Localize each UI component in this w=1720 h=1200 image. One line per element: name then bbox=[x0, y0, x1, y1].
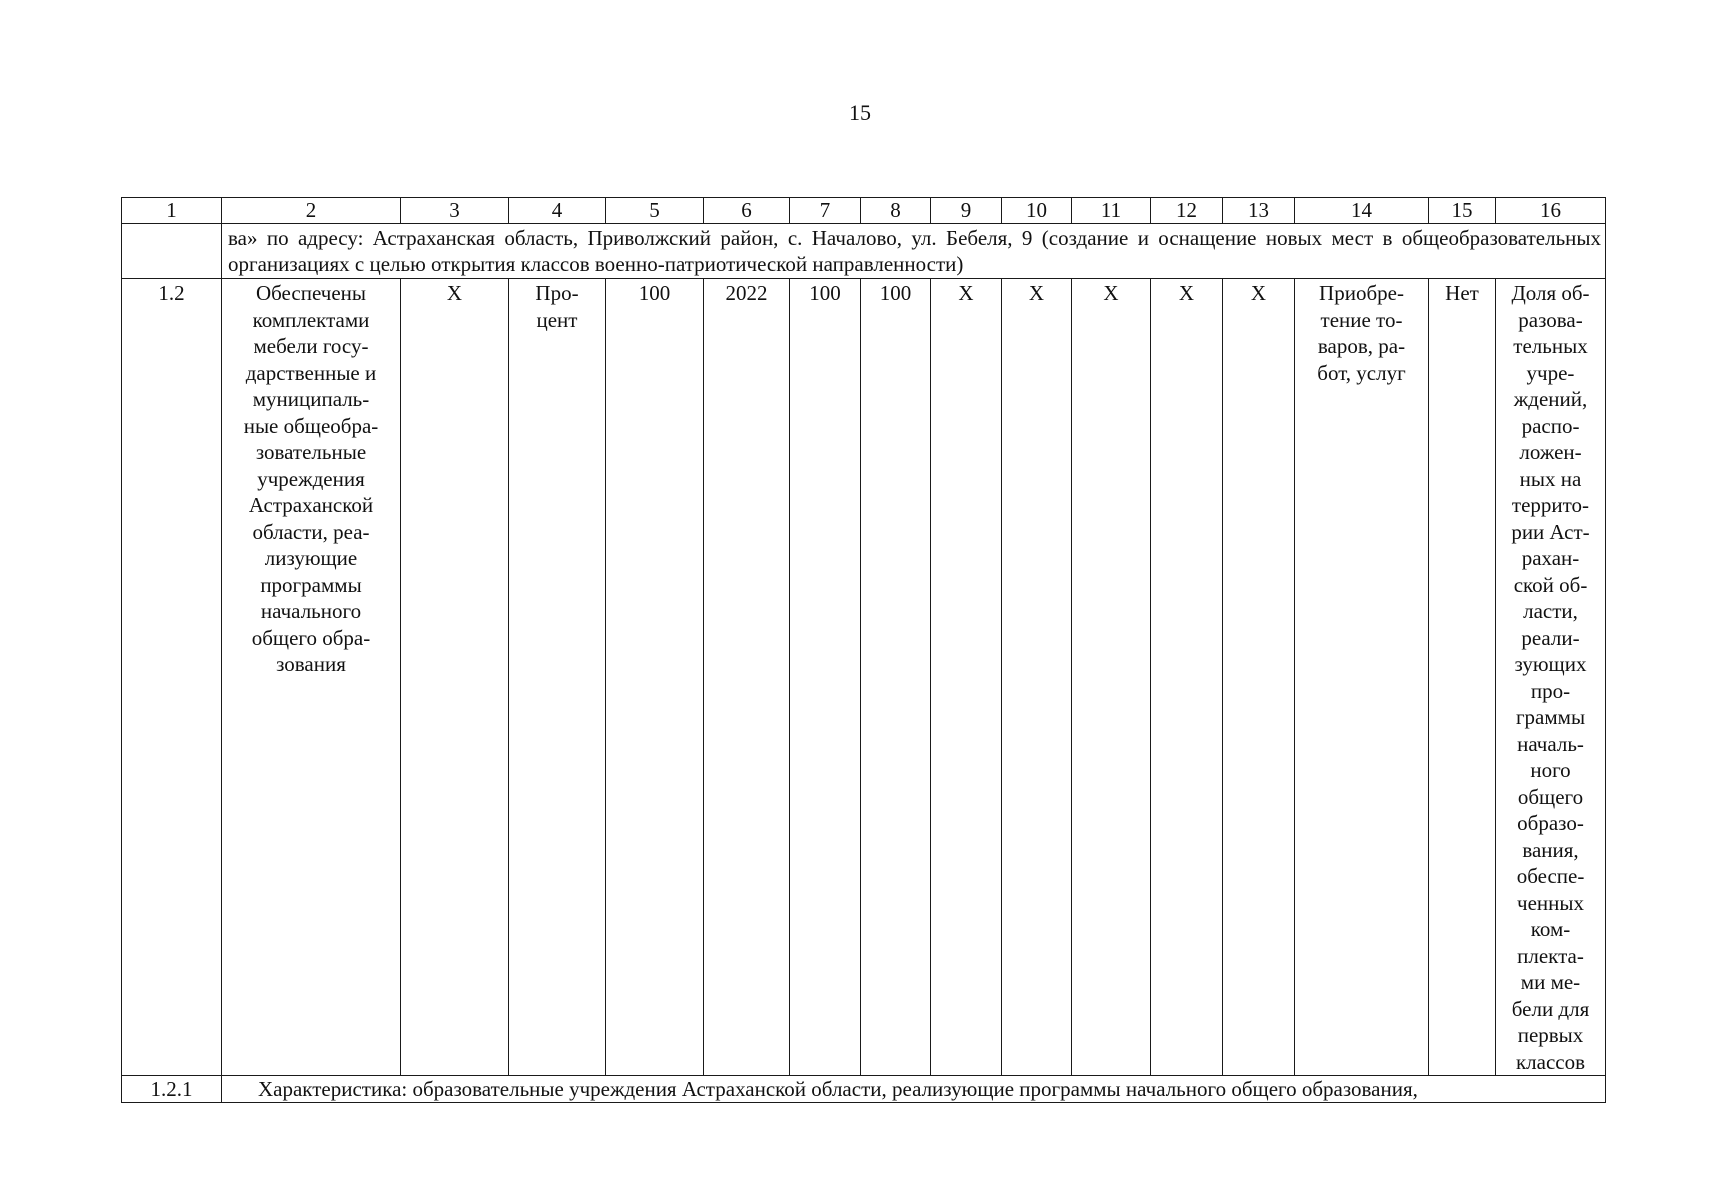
cell-line: бот, услуг bbox=[1317, 360, 1406, 385]
cell-col12: Х bbox=[1151, 279, 1223, 1076]
cell-line: вания, bbox=[1522, 837, 1579, 862]
characteristic-text: Характеристика: образовательные учреждения Астраханской области, реализующие программы начального общего образования, bbox=[222, 1076, 1606, 1103]
continuation-number-cell bbox=[122, 224, 222, 279]
cell-line: классов bbox=[1515, 1049, 1586, 1074]
cell-line: ченных bbox=[1517, 890, 1584, 915]
cell-col13: Х bbox=[1223, 279, 1295, 1076]
cell-col11: Х bbox=[1072, 279, 1151, 1076]
page-number: 15 bbox=[849, 100, 871, 125]
row-number: 1.2.1 bbox=[122, 1076, 222, 1103]
cell-line: граммы bbox=[1515, 705, 1586, 729]
cell-line: ного bbox=[1530, 758, 1571, 782]
cell-line: учреждения bbox=[257, 466, 365, 491]
cell-line: муниципаль- bbox=[252, 387, 370, 411]
cell-line: учре- bbox=[1526, 360, 1575, 385]
cell-line: тение то- bbox=[1320, 307, 1403, 332]
cell-line: ложен- bbox=[1519, 440, 1582, 464]
cell-line: ных на bbox=[1519, 466, 1582, 491]
continuation-text: ва» по адресу: Астраханская область, Приволжский район, с. Началово, ул. Бебеля, 9 (создание и оснащение новых мест в общеобразовательных организациях с целью открытия классов военно-патриотической направленности) bbox=[222, 224, 1606, 279]
header-cell: 3 bbox=[401, 198, 509, 224]
row-type bbox=[1295, 279, 1429, 1076]
cell-line: рии Аст- bbox=[1511, 519, 1590, 544]
header-cell: 8 bbox=[861, 198, 931, 224]
cell-line: Астраханской bbox=[248, 493, 374, 517]
cell-line: первых bbox=[1517, 1023, 1584, 1047]
cell-line: варов, ра- bbox=[1317, 334, 1406, 358]
cell-line: плекта- bbox=[1517, 943, 1584, 968]
cell-col6: 2022 bbox=[704, 279, 790, 1076]
cell-line: реали- bbox=[1521, 625, 1580, 650]
cell-line: ми ме- bbox=[1520, 970, 1581, 994]
header-cell: 4 bbox=[509, 198, 606, 224]
cell-line: распо- bbox=[1521, 413, 1580, 438]
header-cell: 10 bbox=[1002, 198, 1072, 224]
cell-line: разова- bbox=[1518, 307, 1583, 332]
table-header-row bbox=[122, 198, 1606, 224]
header-cell: 14 bbox=[1295, 198, 1429, 224]
cell-line: ждений, bbox=[1513, 387, 1588, 411]
header-cell: 16 bbox=[1496, 198, 1606, 224]
cell-col3: Х bbox=[401, 279, 509, 1076]
continuation-row bbox=[122, 224, 1606, 279]
cell-line: зующих bbox=[1514, 652, 1587, 676]
header-cell: 9 bbox=[931, 198, 1002, 224]
cell-line: тельных bbox=[1513, 334, 1588, 358]
cell-line: лизующие bbox=[264, 546, 358, 570]
cell-line: цент bbox=[536, 307, 578, 332]
header-cell: 2 bbox=[222, 198, 401, 224]
cell-line: мебели госу- bbox=[253, 334, 369, 358]
cell-line: зования bbox=[276, 652, 346, 676]
cell-line: ласти, bbox=[1523, 599, 1578, 623]
cell-line: программы bbox=[260, 572, 362, 597]
document-table bbox=[121, 197, 1606, 1103]
header-cell: 7 bbox=[790, 198, 861, 224]
row-indicator bbox=[1496, 279, 1606, 1076]
cell-line: ком- bbox=[1530, 917, 1571, 941]
cell-line: зовательные bbox=[255, 440, 367, 464]
cell-line: общего обра- bbox=[251, 625, 371, 650]
cell-col15: Нет bbox=[1429, 279, 1496, 1076]
header-cell: 13 bbox=[1223, 198, 1295, 224]
cell-line: Про- bbox=[535, 281, 579, 305]
header-cell: 11 bbox=[1072, 198, 1151, 224]
cell-line: дарственные и bbox=[245, 360, 377, 385]
cell-line: области, реа- bbox=[252, 519, 370, 544]
cell-line: бели для bbox=[1511, 996, 1590, 1021]
cell-line: общего bbox=[1517, 784, 1584, 809]
cell-line: Доля об- bbox=[1511, 281, 1590, 305]
row-number: 1.2 bbox=[122, 279, 222, 1076]
cell-line: террито- bbox=[1511, 493, 1590, 517]
cell-col9: Х bbox=[931, 279, 1002, 1076]
row-description bbox=[222, 279, 401, 1076]
header-cell: 15 bbox=[1429, 198, 1496, 224]
cell-line: образо- bbox=[1517, 811, 1584, 835]
header-cell: 12 bbox=[1151, 198, 1223, 224]
cell-line: про- bbox=[1530, 678, 1571, 703]
cell-line: началь- bbox=[1517, 731, 1584, 756]
cell-line: комплектами bbox=[252, 307, 370, 332]
header-cell: 6 bbox=[704, 198, 790, 224]
header-cell: 5 bbox=[606, 198, 704, 224]
cell-col7: 100 bbox=[790, 279, 861, 1076]
table-row-1-2 bbox=[122, 279, 1606, 1076]
cell-col8: 100 bbox=[861, 279, 931, 1076]
cell-line: Обеспечены bbox=[255, 281, 366, 305]
table-row-1-2-1 bbox=[122, 1076, 1606, 1103]
cell-line: обеспе- bbox=[1516, 864, 1585, 888]
cell-line: начального bbox=[260, 599, 362, 623]
cell-line: ской об- bbox=[1513, 572, 1588, 597]
cell-line: Приобре- bbox=[1319, 281, 1404, 305]
row-unit bbox=[509, 279, 606, 1076]
cell-col5: 100 bbox=[606, 279, 704, 1076]
cell-col10: Х bbox=[1002, 279, 1072, 1076]
cell-line: ные общеобра- bbox=[243, 413, 379, 438]
cell-line: рахан- bbox=[1521, 546, 1580, 570]
header-cell: 1 bbox=[122, 198, 222, 224]
